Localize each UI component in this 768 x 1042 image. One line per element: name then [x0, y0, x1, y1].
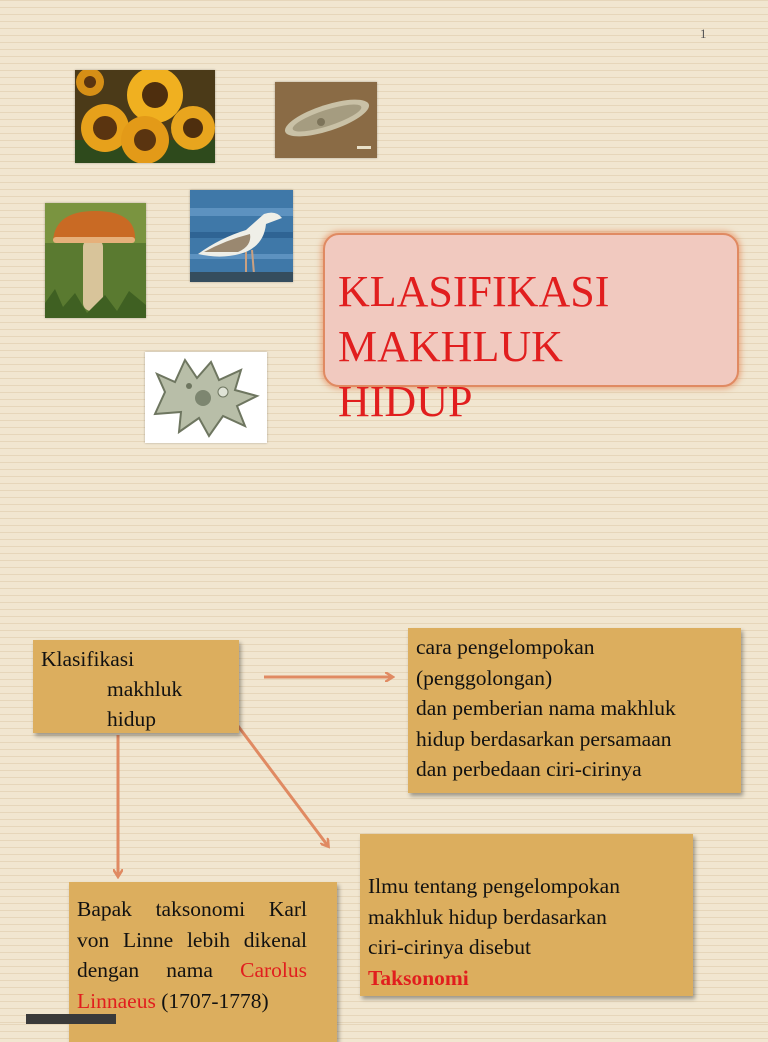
taxonomy-line-2: makhluk hidup berdasarkan [368, 904, 607, 929]
taxonomy-line-1: Ilmu tentang pengelompokan [368, 874, 620, 898]
father-years: (1707-1778) [161, 988, 269, 1013]
definition-box [408, 628, 741, 793]
title-line-2: MAKHLUK [338, 322, 563, 371]
concept-box [33, 640, 239, 733]
title-line-1: KLASIFIKASI [338, 267, 610, 316]
definition-line-1: cara pengelompokan [416, 635, 595, 659]
father-name: Carolus Linnaeus [77, 958, 307, 1013]
definition-line-2: (penggolongan) [416, 665, 553, 690]
concept-line-3: hidup [107, 707, 156, 731]
concept-line-1: Klasifikasi [41, 647, 135, 671]
page-number: 1 [700, 26, 707, 41]
taxonomy-line-3: ciri-cirinya disebut [368, 935, 531, 959]
taxonomy-keyword: Taksonomi [368, 965, 469, 990]
dark-corner-tab [26, 1014, 116, 1024]
definition-line-5: dan perbedaan ciri-cirinya [416, 757, 642, 781]
title-line-3: HIDUP [338, 377, 473, 426]
definition-line-3: dan pemberian nama makhluk [416, 696, 676, 720]
definition-line-4: hidup berdasarkan persamaan [416, 726, 672, 751]
concept-line-2: makhluk [107, 677, 183, 701]
father-text: Bapak taksonomi Karl von Linne lebih dikenal dengan nama [77, 897, 307, 982]
arrow-to-taxonomy [235, 722, 328, 846]
taxonomy-box [360, 834, 693, 996]
